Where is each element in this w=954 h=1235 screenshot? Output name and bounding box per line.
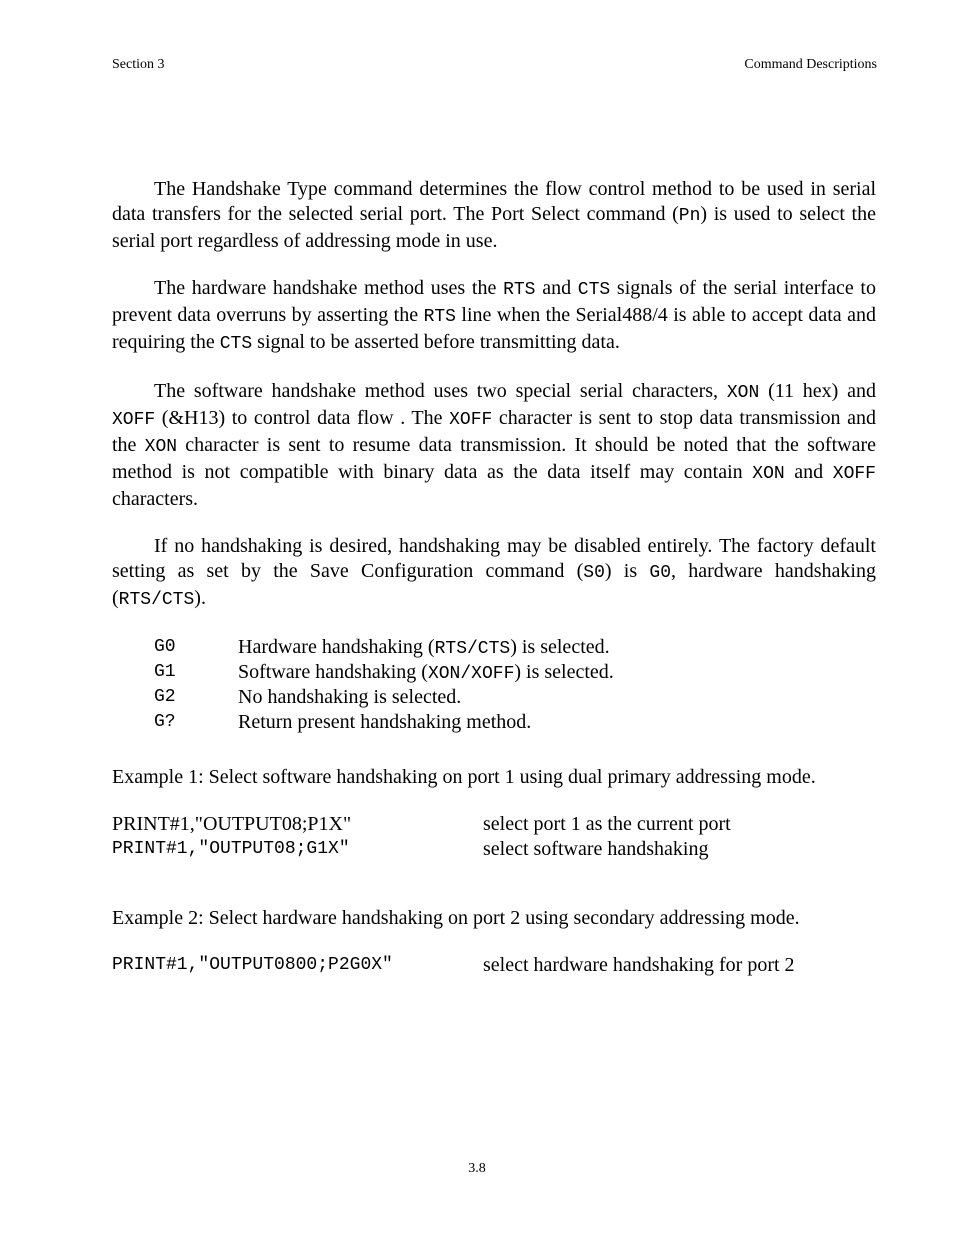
code-row xyxy=(112,812,876,837)
example-title: Example 2: Select hardware handshaking on port 2 using secondary addressing mode. xyxy=(112,907,800,929)
code-description: select port 1 as the current port xyxy=(483,813,731,835)
code-command: PRINT#1,"OUTPUT08;P1X" xyxy=(112,813,352,835)
inline-code: RTS/CTS xyxy=(118,590,195,610)
paragraph-hardware: The hardware handshake method uses the RTS and CTS signals of the serial interface to prevent data overruns by asserting the RTS line when the Serial488/4 is able to accept data and requiring the CTS signal to be asserted before transmitting data. xyxy=(112,277,876,354)
chapter-title: Command Descriptions xyxy=(744,57,877,72)
option-row xyxy=(154,660,876,685)
page-number: 3.8 xyxy=(468,1161,486,1176)
inline-code: XON xyxy=(752,464,785,484)
option-code: G0 xyxy=(154,637,176,657)
inline-code: S0 xyxy=(583,563,605,583)
option-desc: Hardware handshaking (RTS/CTS) is selected. xyxy=(238,636,610,659)
inline-code: RTS xyxy=(503,280,536,300)
example-title: Example 1: Select software handshaking on port 1 using dual primary addressing mode. xyxy=(112,766,816,788)
option-desc: Return present handshaking method. xyxy=(238,711,532,733)
inline-code: CTS xyxy=(219,334,253,354)
section-label: Section 3 xyxy=(112,57,165,72)
option-code: G? xyxy=(154,712,176,732)
example-1 xyxy=(112,765,876,862)
code-description: select software handshaking xyxy=(483,838,709,860)
option-code: G1 xyxy=(154,662,176,682)
code-command: PRINT#1,"OUTPUT0800;P2G0X" xyxy=(112,955,393,975)
paragraph-software: The software handshake method uses two special serial characters, XON (11 hex) and XOFF (&H13) to control data flow . The XOFF character is sent to stop data transmission and the XON character is sent to resume data transmission. It should be noted that the software method is not compatible with binary data as the data itself may contain XON and XOFF characters. xyxy=(112,380,877,510)
code-row xyxy=(112,837,876,862)
code-command: PRINT#1,"OUTPUT08;G1X" xyxy=(112,839,350,859)
option-desc: No handshaking is selected. xyxy=(238,686,462,708)
inline-code: Pn xyxy=(678,206,701,226)
code-row xyxy=(112,953,876,978)
paragraph-none: If no handshaking is desired, handshaking may be disabled entirely. The factory default setting as set by the Save Configuration command (S0) is G0, hardware handshaking (RTS/CTS). xyxy=(112,535,876,610)
page-body xyxy=(112,177,876,1022)
inline-code: CTS xyxy=(577,280,611,300)
inline-code: XON xyxy=(726,383,760,403)
option-row xyxy=(154,635,876,660)
option-desc: Software handshaking (XON/XOFF) is selected. xyxy=(238,661,614,684)
example-2 xyxy=(112,906,876,978)
inline-code: XOFF xyxy=(832,464,876,484)
option-row xyxy=(154,685,876,710)
option-code: G2 xyxy=(154,687,176,707)
inline-code: XOFF xyxy=(449,410,493,430)
inline-code: RTS xyxy=(423,307,456,327)
option-row xyxy=(154,710,876,735)
inline-code: XON xyxy=(144,437,178,457)
option-list xyxy=(154,635,876,735)
inline-code: G0 xyxy=(649,563,671,583)
paragraph-intro: The Handshake Type command determines the flow control method to be used in serial data transfers for the selected serial port. The Port Select command (Pn) is used to select the serial port regardless of addressing mode in use. xyxy=(112,178,876,252)
code-description: select hardware handshaking for port 2 xyxy=(483,954,795,976)
inline-code: XOFF xyxy=(112,410,156,430)
